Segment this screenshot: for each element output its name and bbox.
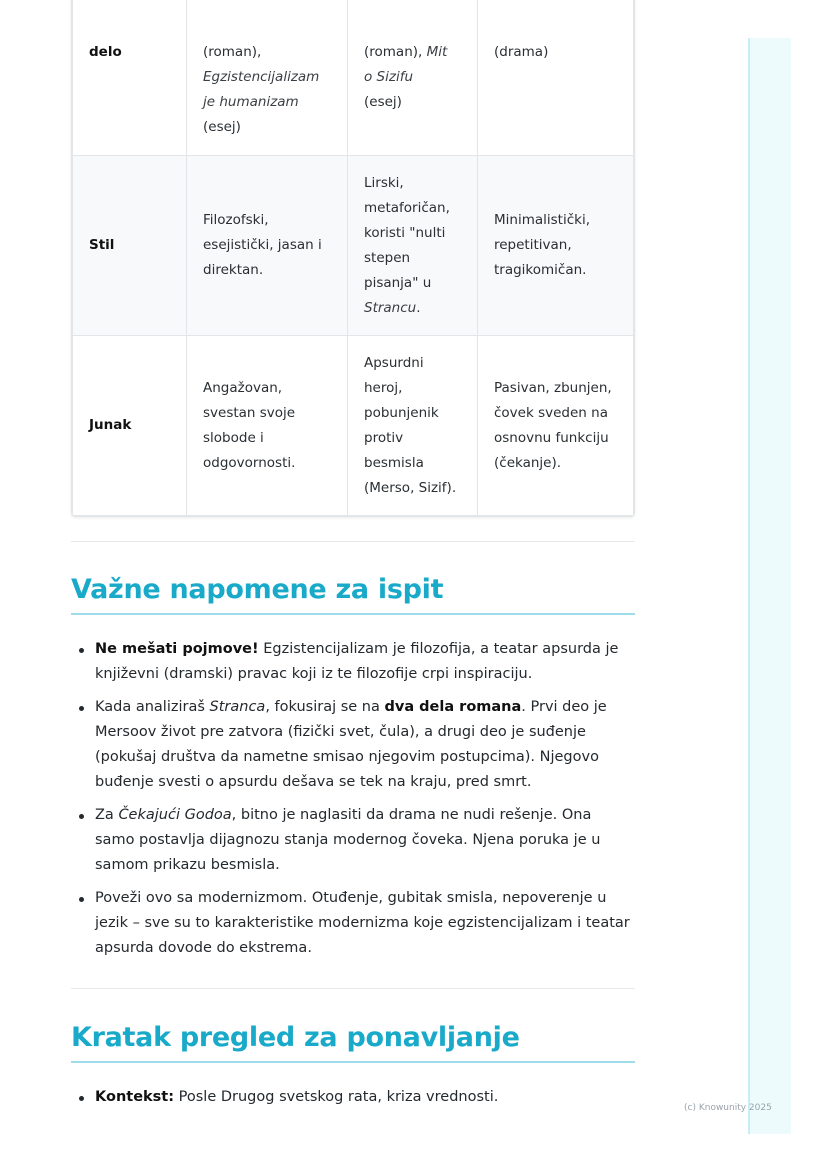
cell-text: (esej)	[364, 94, 402, 110]
table-cell: Angažovan, svestan svoje slobode i odgovornosti.	[187, 336, 348, 516]
table-cell: Apsurdni heroj, pobunjenik protiv besmisla (Merso, Sizif).	[348, 336, 478, 516]
section-heading: Kratak pregled za ponavljanje	[71, 1022, 635, 1063]
section-heading: Važne napomene za ispit	[71, 574, 635, 615]
table-row	[73, 0, 634, 156]
row-header: Junak	[73, 336, 187, 516]
item-text: Posle Drugog svetskog rata, kriza vrednosti.	[174, 1089, 499, 1105]
table-cell	[187, 0, 348, 156]
right-margin-bar	[748, 38, 791, 1134]
item-text: Za	[95, 807, 119, 823]
list-item	[71, 886, 635, 961]
divider	[71, 988, 635, 989]
table-cell	[348, 156, 478, 336]
italic-text: Stranca	[209, 699, 266, 715]
cell-italic-text: je humanizam	[203, 94, 299, 110]
table-row	[73, 336, 634, 516]
watermark: (c) Knowunity 2025	[684, 1103, 772, 1113]
list-item	[71, 803, 635, 878]
item-text: Poveži ovo sa modernizmom. Otuđenje, gubitak smisla, nepoverenje u jezik – sve su to karakteristike modernizma koje egzistencijalizam i teatar apsurda dovode do ekstrema.	[95, 890, 630, 956]
item-text: Kada analiziraš	[95, 699, 210, 715]
bold-text: Kontekst:	[95, 1089, 175, 1105]
divider	[71, 541, 635, 542]
table-cell: (drama)	[478, 0, 634, 156]
cell-italic-text: o Sizifu	[364, 69, 414, 85]
row-header: delo	[73, 0, 187, 156]
cell-italic-text: Strancu	[364, 299, 417, 316]
table-cell	[348, 0, 478, 156]
list-item	[71, 1085, 635, 1110]
table-cell: Filozofski, esejistički, jasan i direktan.	[187, 156, 348, 336]
item-text: , fokusiraj se na	[265, 699, 385, 715]
review-list	[71, 1085, 635, 1118]
cell-text: (esej)	[203, 119, 241, 135]
cell-italic-text: Mit	[426, 44, 448, 60]
item-text: Egzistencijalizam je filozofija, a teatar apsurda je književni (dramski) pravac koji iz te filozofije crpi inspiraciju.	[95, 641, 619, 682]
item-text: , bitno je naglasiti da drama ne nudi rešenje. Ona samo postavlja dijagnozu stanja modernog čoveka. Njena poruka je u samom prikazu besmisla.	[95, 807, 601, 873]
list-item	[71, 695, 635, 795]
cell-text: Lirski, metaforičan, koristi "nulti stepen pisanja" u	[364, 174, 450, 291]
bold-text: dva dela romana	[384, 699, 522, 715]
cell-text: .	[416, 299, 421, 316]
exam-notes-list	[71, 637, 635, 969]
cell-text: (roman),	[364, 44, 423, 60]
table-row	[73, 156, 634, 336]
row-header: Stil	[73, 156, 187, 336]
list-item	[71, 637, 635, 687]
table-cell: Pasivan, zbunjen, čovek sveden na osnovnu funkciju (čekanje).	[478, 336, 634, 516]
table-cell: Minimalistički, repetitivan, tragikomičan.	[478, 156, 634, 336]
cell-italic-text: Egzistencijalizam	[203, 69, 320, 85]
comparison-table	[71, 0, 635, 517]
italic-text: Čekajući Godoa	[118, 807, 232, 823]
bold-text: Ne mešati pojmove!	[95, 641, 259, 657]
cell-text: (roman),	[203, 44, 262, 60]
item-text: . Prvi deo je Mersoov život pre zatvora (fizički svet, čula), a drugi deo je suđenje (pokušaj društva da nametne smisao njegovim postupcima). Njegovo buđenje svesti o apsurdu dešava se tek na kraju, pred smrt.	[95, 699, 607, 790]
